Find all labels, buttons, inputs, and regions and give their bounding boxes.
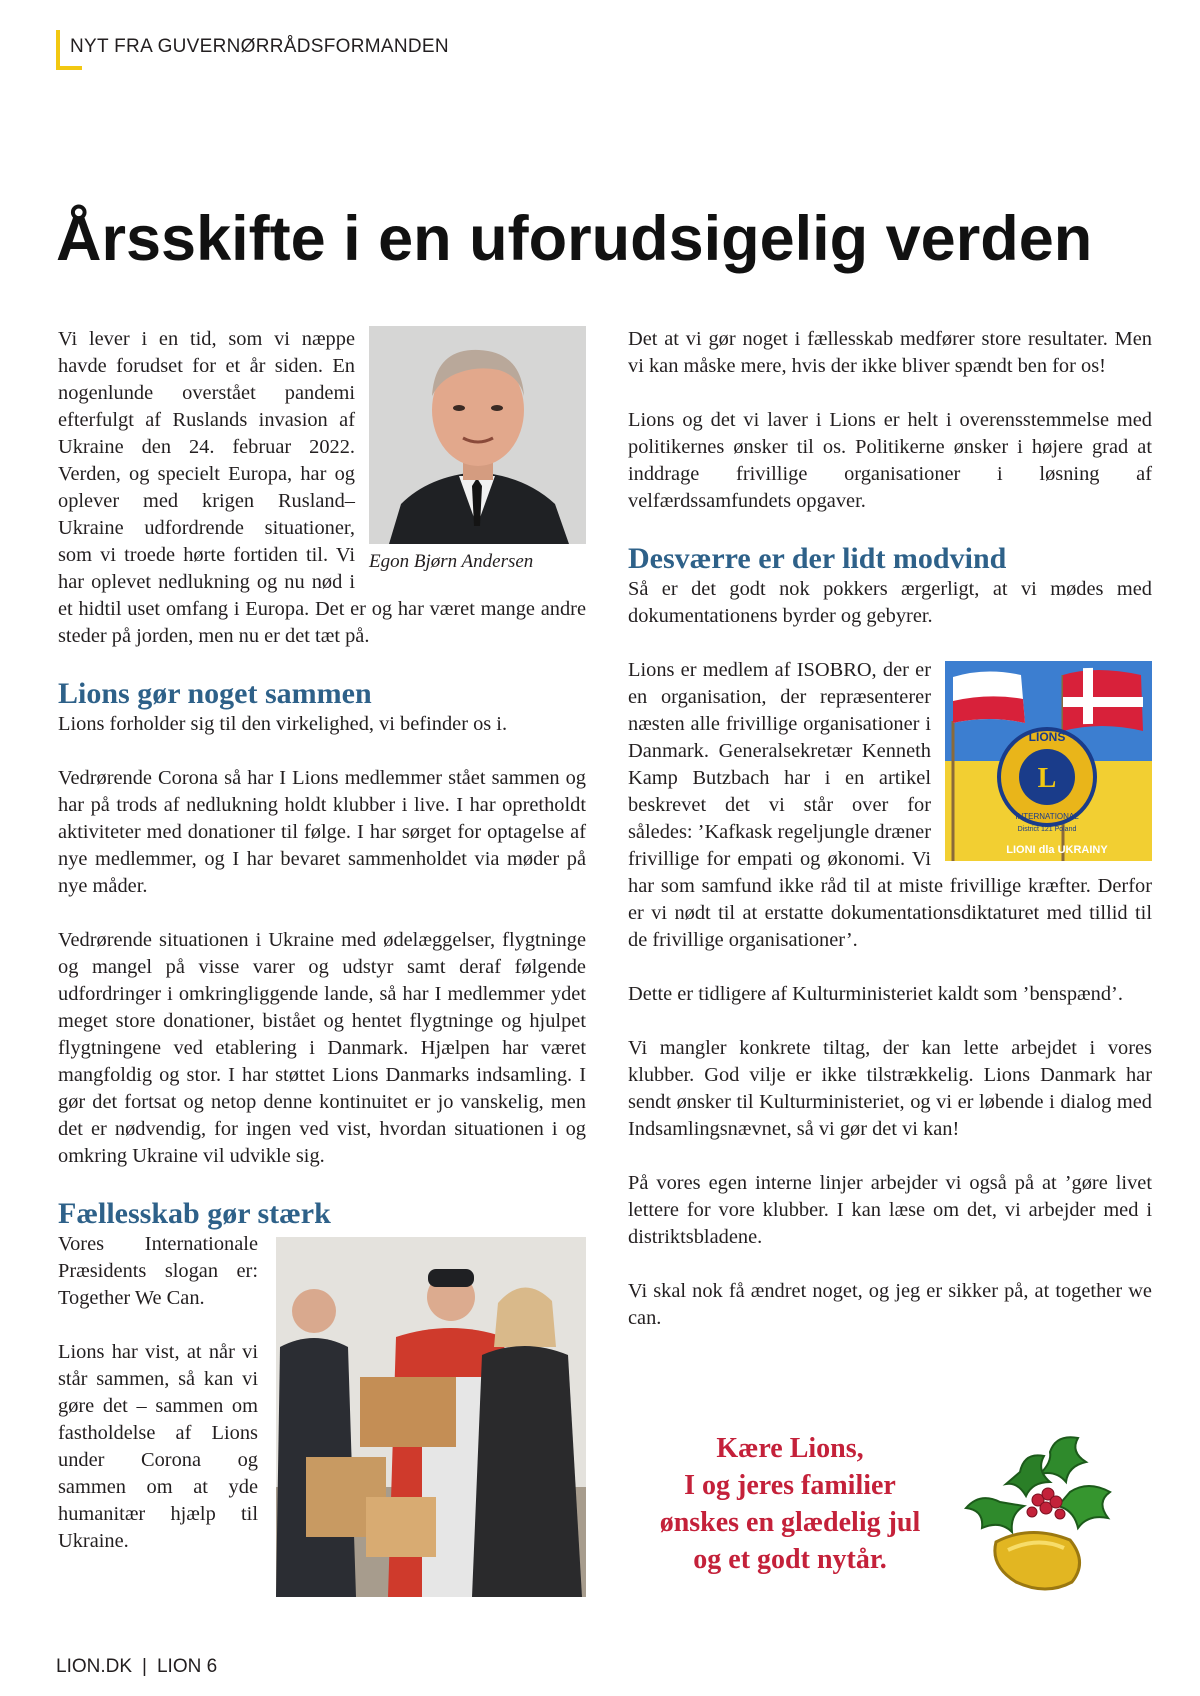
paragraph: Lions og det vi laver i Lions er helt i overensstemmelse med politikernes ønsker til os. Politikerne ønsker i højere grad at inddrage frivillige organisationer i løsning af velfærdssamfundets opgaver.: [628, 409, 1152, 512]
paragraph: Lions er medlem af ISOBRO, der er en organisation, der repræsenterer næsten alle frivillige organisationer i Danmark. Generalsekretær Kenneth Kamp Butzbach har i en artikel beskrevet det vi står over for således: ’Kafkask regeljungle dræner frivillige for empati og økonomi. Vi har som samfund ikke råd til at miste frivillige kræfter. Derfor er vi nødt til at erstatte dokumentationsdiktaturet med tillid til de frivillige organisationer’.: [628, 659, 1152, 951]
lions-ukraine-logo-image: [945, 661, 1152, 861]
logo-top-text: LIONS: [1028, 730, 1066, 744]
subheading-lions-sammen: Lions gør noget sammen: [58, 677, 372, 710]
left-column: [58, 326, 586, 1601]
paragraph: Det at vi gør noget i fællesskab medfører store resultater. Men vi kan måske mere, hvis der ikke bliver spændt ben for os!: [628, 328, 1152, 377]
section-header: [56, 30, 756, 70]
logo-district-text: District 121 Poland: [1017, 826, 1077, 833]
subheading-modvind: Desværre er der lidt modvind: [628, 542, 1007, 575]
paragraph: Vores Internationale Præsidents slogan er: Together We Can.: [58, 1233, 258, 1309]
footer-site: LION.DK: [56, 1656, 133, 1677]
donation-photo: [276, 1237, 586, 1597]
paragraph: Dette er tidligere af Kulturministeriet kaldt som ’benspænd’.: [628, 983, 1123, 1005]
portrait-illustration: [369, 326, 586, 544]
intro-paragraph: Vi lever i en tid, som vi næppe havde forudset for et år siden. En nogenlunde overstået pandemi efterfulgt af Ruslands invasion af Ukraine den 24. februar 2022. Verden, og specielt Europa, har og oplever med krigen Rusland–Ukraine udfordrende situationer, som vi troede hørte fortiden til. Vi har oplevet nedlukning og nu nød i et hidtil uset omfang i Europa. Det er og har været mange andre steder på jorden, men nu er det tæt på.: [58, 328, 586, 647]
article-title: Årsskifte i en uforudsigelig verden: [56, 204, 1093, 274]
logo-bottom-text: LIONI dla UKRAINY: [1006, 844, 1108, 856]
page-footer: [56, 1656, 217, 1678]
paragraph: Lions forholder sig til den virkelighed, vi befinder os i.: [58, 713, 508, 735]
paragraph: Vi skal nok få ændret noget, og jeg er sikker på, at together we can.: [628, 1280, 1152, 1329]
paragraph: Så er det godt nok pokkers ærgerligt, at vi mødes med dokumentationens byrder og gebyrer.: [628, 578, 1152, 627]
header-accent-bar: [56, 30, 60, 70]
paragraph: Vi mangler konkrete tiltag, der kan lette arbejdet i vores klubber. God vilje er ikke tilstrækkelig. Lions Danmark har sendt ønsker til Kulturministeriet, og vi er løbende i dialog med Indsamlingsnævnet, så vi gør det vi kan!: [628, 1037, 1152, 1140]
paragraph: Lions har vist, at når vi står sammen, så kan vi gøre det – sammen om fastholdelse af Lions under Corona og sammen om at yde humanitær hjælp til Ukraine.: [58, 1341, 258, 1552]
portrait-photo: [369, 326, 586, 544]
right-column: [628, 326, 1152, 1359]
portrait-caption: Egon Bjørn Andersen: [369, 551, 534, 572]
footer-separator: |: [142, 1656, 147, 1677]
logo-letter: L: [1037, 763, 1057, 794]
greeting-line: og et godt nytår.: [693, 1544, 887, 1575]
christmas-greeting: [640, 1430, 940, 1578]
logo-ring-text: INTERNATIONAL: [1015, 812, 1079, 821]
paragraph: Vedrørende Corona så har I Lions medlemmer stået sammen og har på trods af nedlukning holdt klubber i live. I har opretholdt aktiviteter med donationer til følge. I har sørget for optagelse af nye medlemmer, og I har bevaret sammenholdet via møder på nye måder.: [58, 767, 586, 897]
paragraph: På vores egen interne linjer arbejder vi også på at ’gøre livet lettere for vore klubber. I kan læse om det, vi arbejder med i distriktsbladene.: [628, 1172, 1152, 1248]
greeting-line: I og jeres familier: [684, 1470, 896, 1501]
greeting-line: Kære Lions,: [716, 1433, 864, 1464]
footer-page-label: LION 6: [156, 1656, 218, 1677]
subheading-faellesskab: Fællesskab gør stærk: [58, 1197, 331, 1230]
portrait-figure: [369, 326, 586, 574]
greeting-line: ønskes en glædelig jul: [659, 1507, 921, 1538]
section-label: NYT FRA GUVERNØRRÅDSFORMANDEN: [70, 36, 449, 57]
donation-photo-illustration: [276, 1237, 586, 1597]
holly-icon: [960, 1432, 1130, 1602]
lions-flags-illustration: [945, 661, 1152, 861]
paragraph: Vedrørende situationen i Ukraine med ødelæggelser, flygtninge og mangel på visse varer og udstyr samt deraf følgende udfordringer i omkringliggende lande, så har I medlemmer ydet meget store donationer, bistået og hentet flygtninge og hjulpet flygtningene ved etablering i Danmark. Hjælpen har været mangfoldig og stor. I har støttet Lions Danmarks indsamling. I gør det fortsat og netop denne kontinuitet er jo vanskelig, men det er nødvendig, for ingen ved vist, hvordan situationen i og omkring Ukraine vil udvikle sig.: [58, 929, 586, 1167]
header-accent-foot: [56, 66, 82, 70]
